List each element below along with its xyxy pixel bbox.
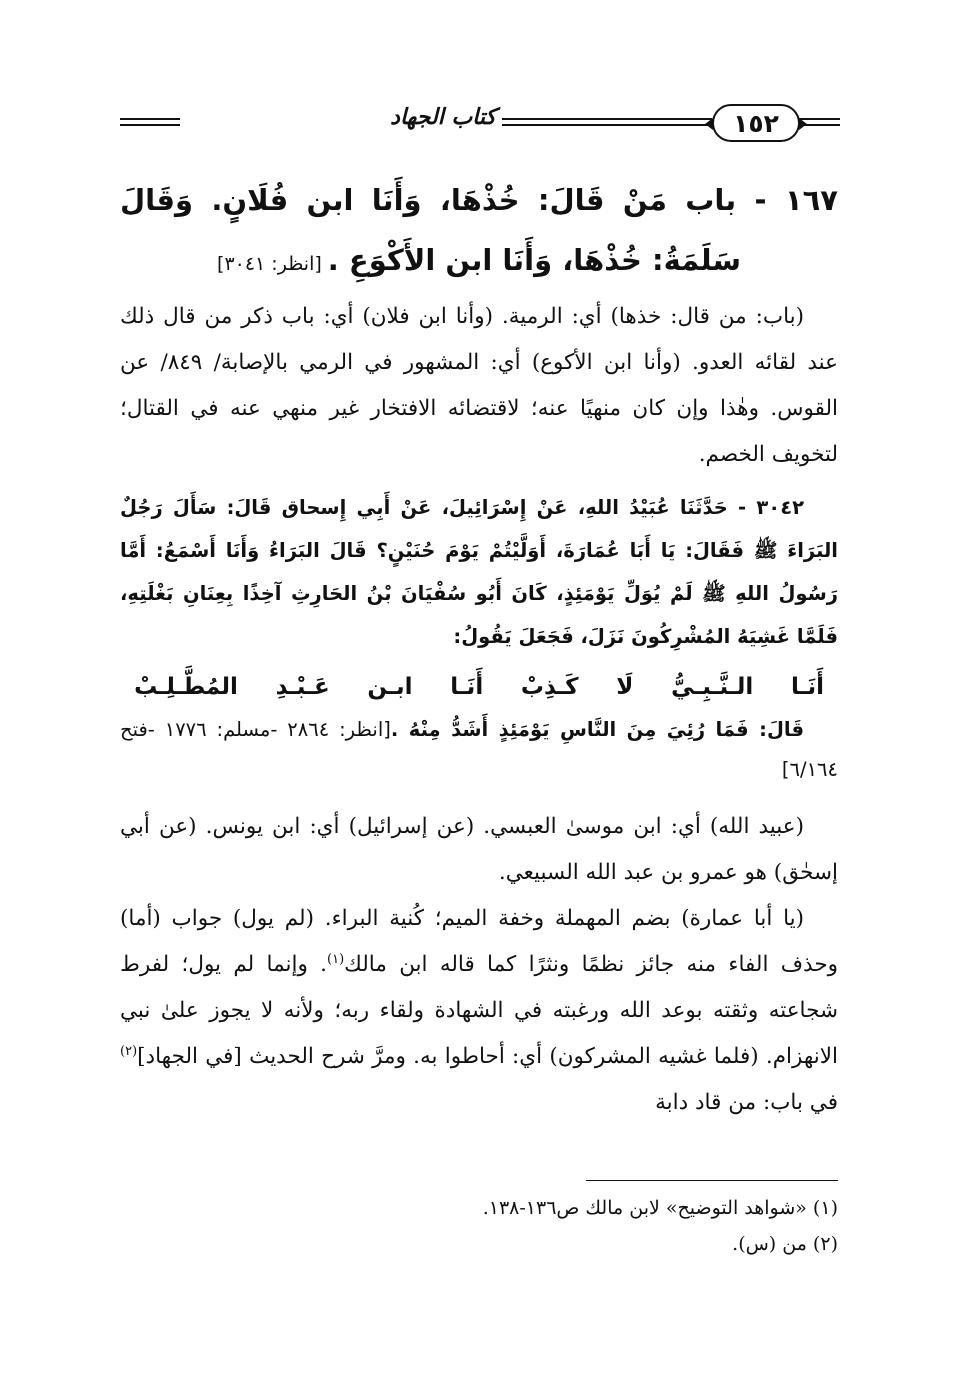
verse-word: أَنَـا <box>790 674 824 700</box>
verse-word: أَنَـا <box>450 674 484 700</box>
commentary-paragraph <box>120 896 838 1126</box>
page-number: ١٥٢ <box>712 104 800 142</box>
verse-word: لَا <box>616 674 634 700</box>
spacer <box>120 790 838 804</box>
commentary-text: (يا أبا عمارة) بضم المهملة وخفة الميم؛ كُنية البراء. (لم يول) جواب (أما) وحذف الفاء منه جائز نظمًا ونثرًا كما قاله ابن مالك <box>120 906 838 977</box>
commentary-paragraph: (باب: من قال: خذها) أي: الرمية. (وأنا ابن فلان) أي: باب ذكر من قال ذلك عند لقائه العدو. (وأنا ابن الأكوع) أي: المشهور في الرمي بالإصابة/ ٨٤٩/ عن القوس. وهٰذا وإن كان منهيًا عنه؛ لاقتضائه الافتخار غير منهي عنه في القتال؛ لتخويف الخصم. <box>120 304 838 467</box>
chapter-cross-reference: [انظر: ٣٠٤١] <box>217 253 322 275</box>
hadith-text: ٣٠٤٢ - حَدَّثَنَا عُبَيْدُ اللهِ، عَنْ إِسْرَائِيلَ، عَنْ أَبِي إِسحاق قَالَ: سَأَلَ رَجُلٌ البَرَاءَ ﷺ فَقَالَ: يَا أَبَا عُمَارَةَ، أَوَلَّيْتُمْ يَوْمَ حُنَيْنٍ؟ قَالَ البَرَاءُ وَأَنَا أَسْمَعُ: أَمَّا رَسُولُ اللهِ ﷺ لَمْ يُوَلِّ يَوْمَئِذٍ، كَانَ أَبُو سُفْيَانَ بْنُ الحَارِثِ آخِذًا بِعِنَانِ بَغْلَتِهِ، فَلَمَّا غَشِيَهُ المُشْرِكُونَ نَزَلَ، فَجَعَلَ يَقُولُ: <box>120 496 838 648</box>
footnote-marker[interactable]: (٢) <box>120 1043 138 1059</box>
footnote: (٢) من (س). <box>732 1233 838 1255</box>
commentary-paragraph: (عبيد الله) أي: ابن موسىٰ العبسي. (عن إسرائيل) أي: ابن يونس. (عن أبي إسحٰق) هو عمرو بن عبد الله السبيعي. <box>120 814 838 885</box>
hadith-cross-reference: [انظر: ٢٨٦٤ -مسلم: ١٧٧٦ -فتح ٦/١٦٤] <box>120 718 838 781</box>
book-title: كتاب الجهاد <box>390 104 496 130</box>
poetry-verse <box>120 664 838 710</box>
hadith-conclusion <box>120 710 838 790</box>
verse-word: ابـن <box>367 674 413 700</box>
footnote-marker[interactable]: (١) <box>327 951 345 967</box>
hadith-tail-text: قَالَ: فَمَا رُئِيَ مِنَ النَّاسِ يَوْمَئِذٍ أَشَدُّ مِنْهُ . <box>390 718 804 741</box>
footnote: (١) «شواهد التوضيح» لابن مالك ص١٣٦-١٣٨. <box>482 1197 838 1219</box>
footnote-separator <box>586 1180 838 1181</box>
commentary-text: في باب: من قاد دابة <box>655 1090 838 1115</box>
running-header <box>120 104 840 148</box>
verse-word: عَـبْـدِ <box>275 674 330 700</box>
verse-word: كَـذِبْ <box>520 674 579 700</box>
chapter-heading <box>120 170 838 294</box>
commentary-text: . وإنما لم يول؛ لفرط شجاعته وثقته بوعد الله ورغبته في الشهادة ولقاء ربه؛ ولأنه لا يجوز علىٰ نبي الانهزام. (فلما غشيه المشركون) أي: أحاطوا به. ومرَّ شرح الحديث [في الجهاد] <box>120 952 838 1069</box>
header-rule <box>120 118 180 126</box>
text-column <box>120 170 838 1126</box>
verse-word: المُطَّـلِـبْ <box>134 674 238 700</box>
header-rule <box>502 118 712 126</box>
footnotes <box>120 1190 838 1262</box>
verse-word: الـنَّـبِـيُّ <box>671 674 754 700</box>
chapter-heading-text: ١٦٧ - باب مَنْ قَالَ: خُذْهَا، وَأَنَا ابن فُلَانٍ. وَقَالَ سَلَمَةُ: خُذْهَا، وَأَنَا ابن الأَكْوَعِ . <box>120 183 838 277</box>
